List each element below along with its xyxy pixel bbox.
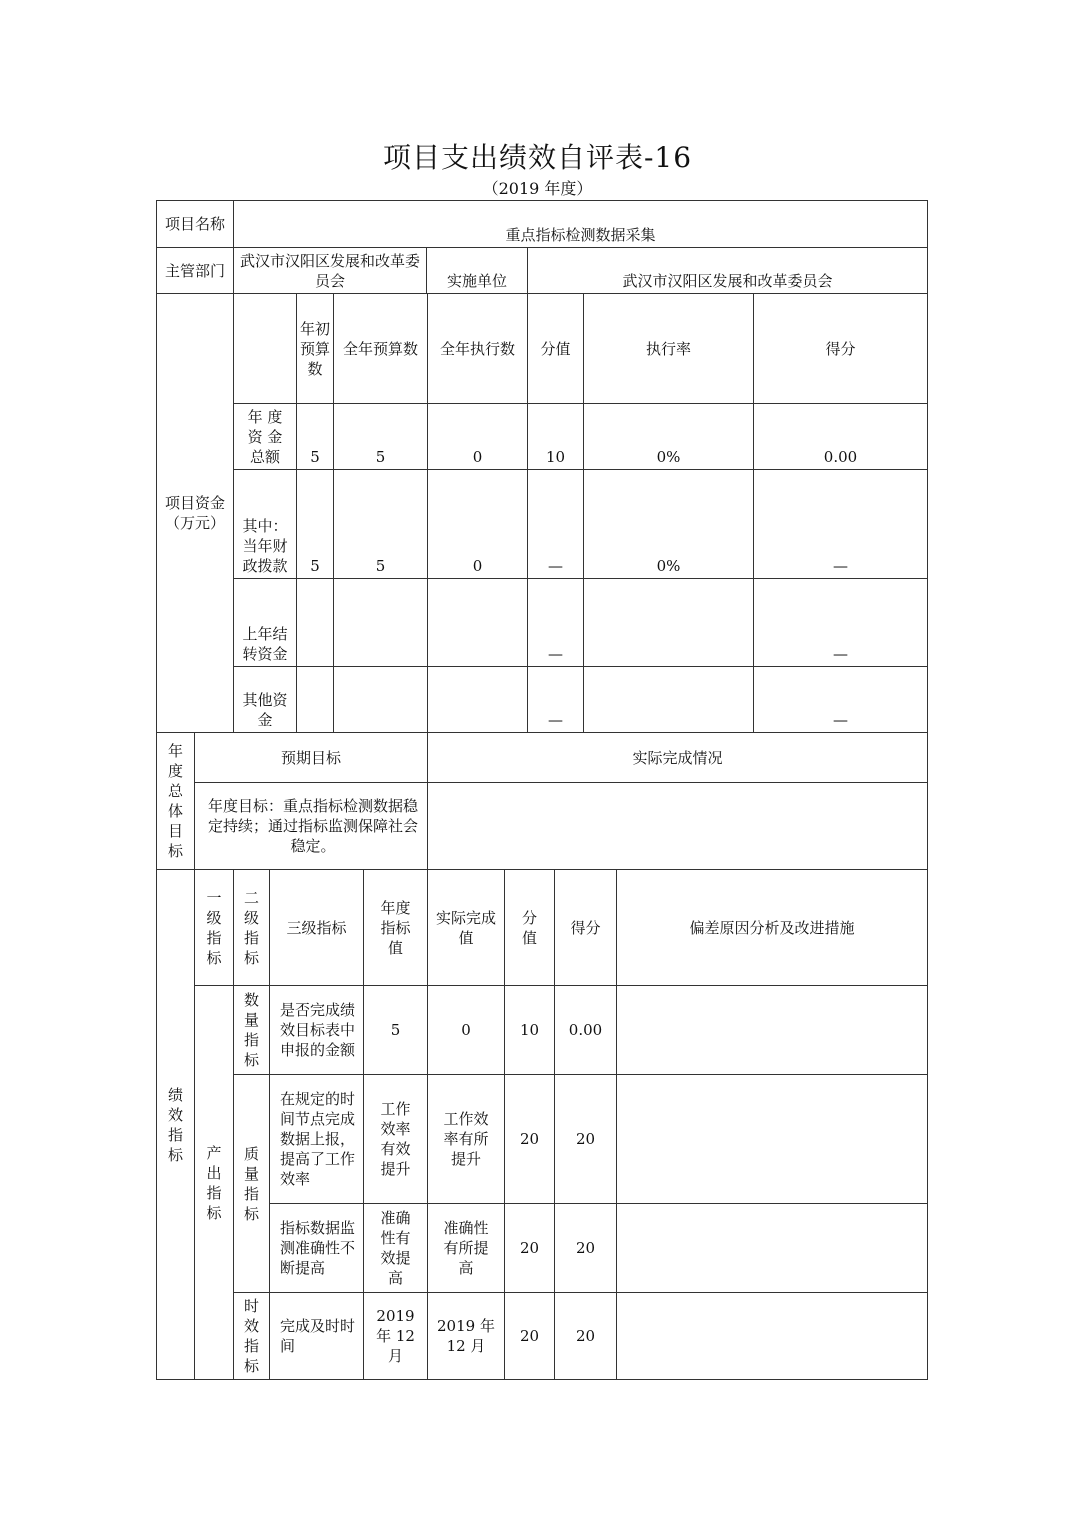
ind-header-analysis-text: 偏差原因分析及改进措施 bbox=[689, 918, 855, 937]
ind-header-level1 bbox=[194, 869, 233, 985]
funds-row-initial bbox=[296, 578, 333, 666]
ind-row-analysis bbox=[616, 1203, 927, 1292]
funds-header-blank bbox=[233, 293, 296, 403]
funds-row-score bbox=[753, 578, 927, 666]
funds-row-label-text: 其他资金 bbox=[242, 691, 288, 729]
goals-expected-text: 年度目标：重点指标检测数据稳定持续；通过指标监测保障社会稳定。 bbox=[207, 797, 418, 855]
ind-header-target bbox=[363, 869, 427, 985]
project-name-value: 重点指标检测数据采集 bbox=[505, 226, 656, 244]
ind-level1-output: 产出指标 bbox=[206, 1143, 222, 1222]
dept-value-cell bbox=[233, 247, 426, 293]
funds-row-rate bbox=[583, 403, 753, 469]
funds-row-label bbox=[233, 403, 296, 469]
ind-row-scorevalue-text: 20 bbox=[519, 1327, 540, 1345]
dept-value: 武汉市汉阳区发展和改革委员会 bbox=[239, 251, 420, 290]
ind-row-score-text: 0.00 bbox=[568, 1021, 603, 1039]
funds-row-executed-text: 0 bbox=[472, 557, 483, 575]
funds-header-executed bbox=[427, 293, 527, 403]
ind-row-scorevalue-text: 20 bbox=[519, 1239, 540, 1257]
goals-actual-header: 实际完成情况 bbox=[632, 748, 723, 767]
funds-row-scorevalue-text: — bbox=[548, 711, 563, 729]
goals-section-label: 年度总体目标 bbox=[167, 742, 183, 860]
funds-row-initial-text: 5 bbox=[310, 557, 320, 575]
ind-level2-timeliness-cell bbox=[233, 1292, 269, 1379]
goals-section-label-cell bbox=[157, 732, 194, 869]
ind-header-level2 bbox=[233, 869, 269, 985]
funds-row-scorevalue bbox=[527, 666, 583, 732]
funds-row-fullyear bbox=[333, 666, 427, 732]
ind-row-target-text: 工作效率有效提升 bbox=[380, 1100, 411, 1178]
ind-row-actual bbox=[427, 1074, 504, 1203]
goals-expected-text-cell bbox=[194, 782, 427, 869]
goals-actual-header-cell bbox=[427, 732, 927, 782]
funds-row-rate bbox=[583, 469, 753, 578]
page-title: 项目支出绩效自评表-16 bbox=[382, 141, 693, 174]
dept-label-cell bbox=[157, 247, 233, 293]
funds-row-label bbox=[233, 578, 296, 666]
funds-header-scorevalue bbox=[527, 293, 583, 403]
evaluation-table bbox=[156, 200, 928, 1380]
funds-header-fullyear bbox=[333, 293, 427, 403]
ind-row-score bbox=[554, 1074, 616, 1203]
ind-row-target-text: 2019 年 12 月 bbox=[376, 1307, 415, 1365]
ind-row-level3 bbox=[269, 1074, 363, 1203]
funds-section-label: 项目资金（万元） bbox=[164, 494, 225, 532]
project-name-label: 项目名称 bbox=[164, 215, 225, 233]
funds-row-rate-text: 0% bbox=[656, 557, 681, 575]
funds-row-label bbox=[233, 666, 296, 732]
funds-row-score-text: — bbox=[833, 645, 848, 663]
funds-header-rate bbox=[583, 293, 753, 403]
funds-header-score bbox=[753, 293, 927, 403]
ind-header-level3-text: 三级指标 bbox=[286, 918, 347, 937]
ind-header-target-text: 年度指标值 bbox=[380, 898, 411, 957]
funds-row-executed bbox=[427, 469, 527, 578]
goals-expected-header: 预期目标 bbox=[280, 748, 341, 767]
ind-level2-quantity: 数量指标 bbox=[243, 991, 259, 1069]
project-name-label-cell bbox=[157, 201, 233, 247]
funds-row-scorevalue-text: — bbox=[548, 557, 563, 575]
ind-header-level2-text: 二级指标 bbox=[243, 888, 259, 967]
ind-header-actual bbox=[427, 869, 504, 985]
funds-row-initial bbox=[296, 666, 333, 732]
funds-row-executed-text: 0 bbox=[472, 448, 483, 466]
ind-row-level3-text: 在规定的时间节点完成数据上报，提高了工作效率 bbox=[280, 1090, 356, 1188]
funds-header-initial-text: 年初预算数 bbox=[299, 319, 330, 378]
funds-row-rate-text: 0% bbox=[656, 448, 681, 466]
funds-row-rate bbox=[583, 666, 753, 732]
goals-expected-header-cell bbox=[194, 732, 427, 782]
ind-row-level3-text: 是否完成绩效目标表中申报的金额 bbox=[280, 1001, 356, 1059]
ind-header-analysis bbox=[616, 869, 927, 985]
funds-row-label bbox=[233, 469, 296, 578]
indicators-section-label-cell bbox=[157, 869, 194, 1379]
impl-value: 武汉市汉阳区发展和改革委员会 bbox=[622, 272, 833, 290]
ind-row-target bbox=[363, 1292, 427, 1379]
impl-label: 实施单位 bbox=[446, 272, 507, 290]
ind-row-target bbox=[363, 1074, 427, 1203]
ind-row-scorevalue bbox=[504, 1292, 554, 1379]
impl-label-cell bbox=[426, 247, 527, 293]
funds-header-initial bbox=[296, 293, 333, 403]
ind-row-target-text: 准确性有效提高 bbox=[380, 1209, 411, 1287]
funds-row-fullyear bbox=[333, 469, 427, 578]
ind-row-actual-text: 0 bbox=[461, 1021, 471, 1039]
funds-row-rate bbox=[583, 578, 753, 666]
funds-row-executed bbox=[427, 666, 527, 732]
funds-row-score-text: — bbox=[833, 557, 848, 575]
funds-row-executed bbox=[427, 578, 527, 666]
ind-row-score-text: 20 bbox=[575, 1327, 596, 1345]
funds-header-executed-text: 全年执行数 bbox=[439, 339, 515, 358]
funds-header-scorevalue-text: 分值 bbox=[540, 339, 571, 358]
ind-row-actual bbox=[427, 985, 504, 1074]
funds-row-fullyear-text: 5 bbox=[375, 557, 386, 575]
ind-row-score-text: 20 bbox=[575, 1239, 596, 1257]
funds-header-rate-text: 执行率 bbox=[645, 339, 691, 358]
ind-row-scorevalue bbox=[504, 1203, 554, 1292]
ind-row-actual-text: 2019 年 12 月 bbox=[437, 1317, 495, 1355]
funds-row-scorevalue-text: — bbox=[548, 645, 563, 663]
funds-row-executed bbox=[427, 403, 527, 469]
dept-label: 主管部门 bbox=[164, 261, 225, 280]
funds-header-fullyear-text: 全年预算数 bbox=[342, 339, 418, 358]
ind-header-level3 bbox=[269, 869, 363, 985]
funds-row-initial bbox=[296, 469, 333, 578]
ind-row-scorevalue-text: 20 bbox=[519, 1130, 540, 1148]
ind-level2-quality: 质量指标 bbox=[243, 1144, 259, 1223]
ind-row-level3-text: 指标数据监测准确性不断提高 bbox=[280, 1219, 356, 1277]
funds-row-fullyear bbox=[333, 403, 427, 469]
ind-level1-output-cell bbox=[194, 985, 233, 1379]
ind-level2-timeliness: 时效指标 bbox=[243, 1297, 259, 1375]
funds-row-scorevalue-text: 10 bbox=[545, 448, 566, 466]
ind-row-target-text: 5 bbox=[390, 1021, 401, 1039]
funds-header-score-text: 得分 bbox=[825, 339, 856, 358]
funds-row-initial bbox=[296, 403, 333, 469]
funds-row-fullyear-text: 5 bbox=[375, 448, 386, 466]
funds-row-score bbox=[753, 403, 927, 469]
indicators-section-label: 绩效指标 bbox=[167, 1085, 183, 1164]
ind-row-scorevalue bbox=[504, 1074, 554, 1203]
ind-header-score bbox=[554, 869, 616, 985]
ind-row-analysis bbox=[616, 985, 927, 1074]
ind-header-level1-text: 一级指标 bbox=[206, 888, 222, 967]
ind-row-scorevalue-text: 10 bbox=[519, 1021, 540, 1039]
ind-row-score bbox=[554, 1292, 616, 1379]
goals-actual-text-cell bbox=[427, 782, 927, 869]
impl-value-cell bbox=[527, 247, 927, 293]
funds-row-label-text: 年 度 资 金 总额 bbox=[247, 408, 283, 466]
ind-row-level3 bbox=[269, 1203, 363, 1292]
ind-row-score bbox=[554, 985, 616, 1074]
ind-row-level3-text: 完成及时时间 bbox=[280, 1317, 356, 1355]
ind-row-scorevalue bbox=[504, 985, 554, 1074]
ind-row-score-text: 20 bbox=[575, 1130, 596, 1148]
ind-level2-quantity-cell bbox=[233, 985, 269, 1074]
funds-row-scorevalue bbox=[527, 403, 583, 469]
ind-row-actual bbox=[427, 1203, 504, 1292]
ind-header-scorevalue-text: 分值 bbox=[521, 908, 537, 947]
funds-row-label-text: 其中：当年财政拨款 bbox=[242, 517, 288, 575]
funds-row-score-text: — bbox=[833, 711, 848, 729]
ind-row-level3 bbox=[269, 985, 363, 1074]
funds-row-initial-text: 5 bbox=[310, 448, 320, 466]
ind-row-analysis bbox=[616, 1074, 927, 1203]
ind-row-actual-text: 工作效率有所提升 bbox=[443, 1110, 489, 1168]
funds-row-scorevalue bbox=[527, 469, 583, 578]
ind-row-analysis bbox=[616, 1292, 927, 1379]
funds-row-score bbox=[753, 469, 927, 578]
funds-row-score bbox=[753, 666, 927, 732]
page-subtitle: （2019 年度） bbox=[482, 179, 593, 198]
ind-level2-quality-cell bbox=[233, 1074, 269, 1292]
ind-row-level3 bbox=[269, 1292, 363, 1379]
ind-header-actual-text: 实际完成值 bbox=[436, 908, 497, 947]
ind-header-scorevalue bbox=[504, 869, 554, 985]
project-name-value-cell bbox=[233, 201, 927, 247]
funds-row-label-text: 上年结转资金 bbox=[242, 625, 288, 663]
funds-row-score-text: 0.00 bbox=[823, 448, 858, 466]
ind-row-target bbox=[363, 985, 427, 1074]
ind-row-actual bbox=[427, 1292, 504, 1379]
ind-header-score-text: 得分 bbox=[570, 918, 601, 937]
ind-row-score bbox=[554, 1203, 616, 1292]
ind-row-target bbox=[363, 1203, 427, 1292]
funds-row-scorevalue bbox=[527, 578, 583, 666]
funds-section-label-cell bbox=[157, 293, 233, 732]
funds-row-fullyear bbox=[333, 578, 427, 666]
ind-row-actual-text: 准确性有所提高 bbox=[443, 1219, 489, 1277]
